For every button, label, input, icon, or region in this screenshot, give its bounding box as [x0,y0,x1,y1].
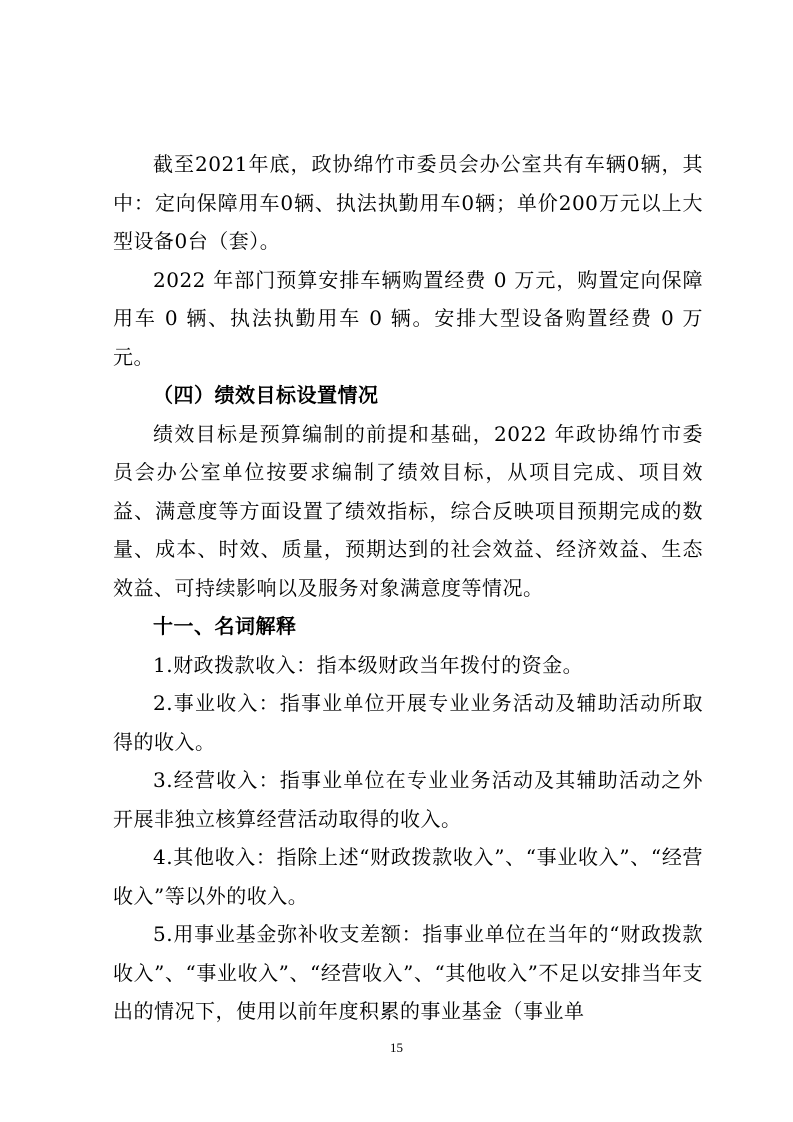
section-heading-glossary: 十一、名词解释 [153,614,297,638]
page-content [113,145,703,1031]
glossary-item-3: 3.经营收入：指事业单位在专业业务活动及其辅助活动之外开展非独立核算经营活动取得的收入。 [113,768,703,831]
glossary-item-2: 2.事业收入：指事业单位开展专业业务活动及辅助活动所取得的收入。 [113,691,703,754]
page-number: 15 [390,1040,403,1055]
paragraph-vehicles: 截至2021年底，政协绵竹市委员会办公室共有车辆0辆，其中：定向保障用车0辆、执法执勤用车0辆；单价200万元以上大型设备0台（套）。 [113,152,703,253]
section-heading-performance: （四）绩效目标设置情况 [153,383,379,407]
paragraph-vehicle-budget: 2022 年部门预算安排车辆购置经费 0 万元，购置定向保障用车 0 辆、执法执勤用车 0 辆。安排大型设备购置经费 0 万元。 [113,267,703,369]
paragraph-performance: 绩效目标是预算编制的前提和基础，2022 年政协绵竹市委员会办公室单位按要求编制了绩效目标，从项目完成、项目效益、满意度等方面设置了绩效指标，综合反映项目预期完成的数量、成本、时效、质量，预期达到的社会效益、经济效益、生态效益、可持续影响以及服务对象满意度等情况。 [113,421,703,600]
glossary-item-5: 5.用事业基金弥补收支差额：指事业单位在当年的“财政拨款收入”、“事业收入”、“经营收入”、“其他收入”不足以安排当年支出的情况下，使用以前年度积累的事业基金（事业单 [113,922,703,1023]
glossary-item-4: 4.其他收入：指除上述“财政拨款收入”、“事业收入”、“经营收入”等以外的收入。 [113,845,703,908]
glossary-item-1: 1.财政拨款收入：指本级财政当年拨付的资金。 [153,652,584,677]
